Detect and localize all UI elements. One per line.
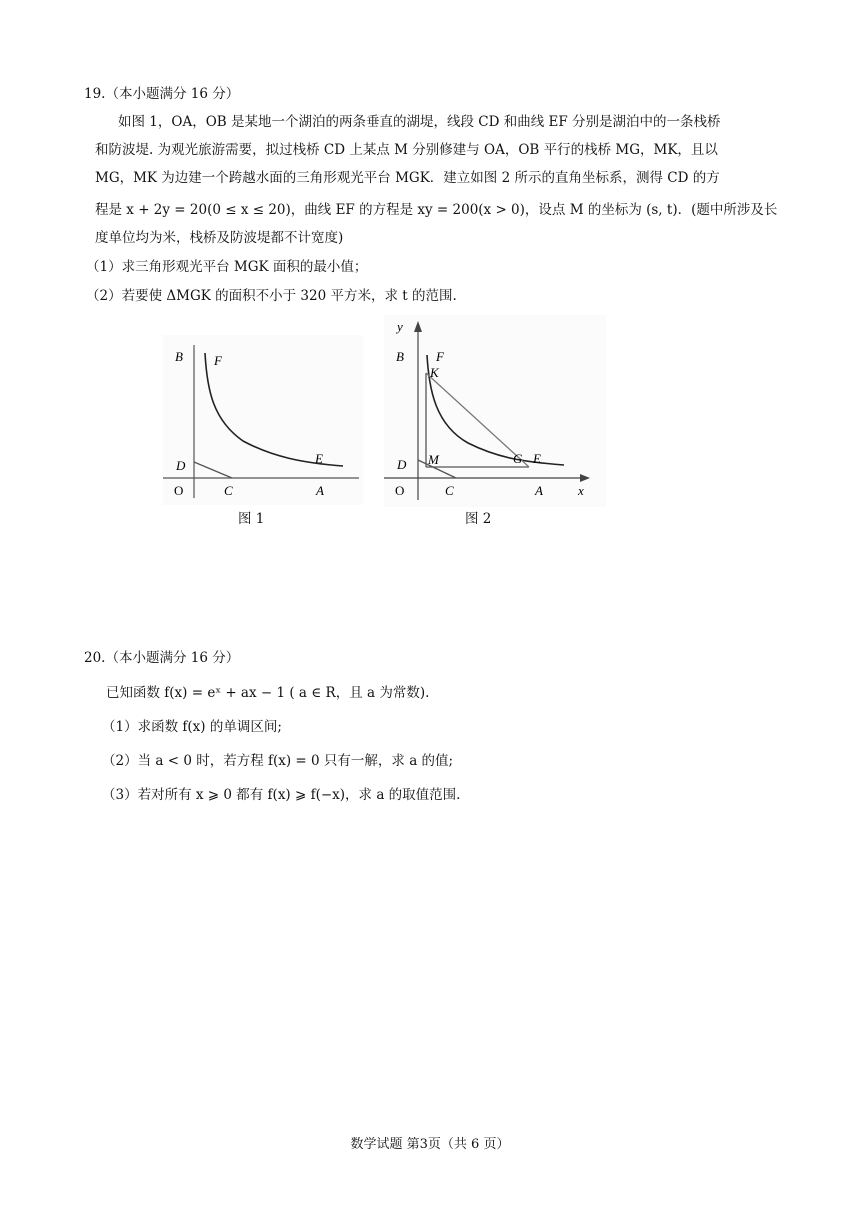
label-o: O <box>174 483 184 498</box>
x-axis-arrow <box>580 474 590 482</box>
segment-cd <box>194 462 232 478</box>
label-b: B <box>175 349 183 364</box>
label-e: E <box>533 451 541 466</box>
label-d: D <box>176 458 186 473</box>
q20-part-1: （1）求函数 f(x) 的单调区间; <box>102 719 282 735</box>
q19-part-2: （2）若要使 ΔMGK 的面积不小于 320 平方米，求 t 的范围. <box>86 288 457 304</box>
q19-para-line-4: 程是 x + 2y = 20(0 ≤ x ≤ 20)，曲线 EF 的方程是 xy = 200(x > 0)，设点 M 的坐标为 (s, t)．(题中所涉及长 <box>95 202 778 218</box>
q19-para-line-5: 度单位均为米，栈桥及防波堤都不计宽度) <box>95 230 344 246</box>
label-f: F <box>436 349 444 364</box>
page-footer: 数学试题 第3页（共 6 页） <box>350 1137 510 1152</box>
label-f: F <box>214 353 222 368</box>
q20-header: 20.（本小题满分 16 分） <box>84 650 240 666</box>
label-c: C <box>224 483 233 498</box>
label-k: K <box>430 365 439 380</box>
q20-part-2: （2）当 a < 0 时，若方程 f(x) = 0 只有一解，求 a 的值; <box>102 753 454 769</box>
label-o: O <box>395 483 405 498</box>
q19-header: 19.（本小题满分 16 分） <box>84 86 240 102</box>
label-m: M <box>428 452 439 467</box>
label-a: A <box>535 483 543 498</box>
q20-intro: 已知函数 f(x) = eˣ + ax − 1 ( a ∈ R，且 a 为常数). <box>106 685 430 701</box>
label-b: B <box>396 349 404 364</box>
curve-ef <box>205 353 343 466</box>
q19-part-1: （1）求三角形观光平台 MGK 面积的最小值； <box>86 259 368 275</box>
q20-part-3: （3）若对所有 x ⩾ 0 都有 f(x) ⩾ f(−x)，求 a 的取值范围. <box>102 787 461 803</box>
figure-1-diagram <box>163 335 363 505</box>
label-g: G <box>513 451 523 466</box>
figure-2-caption: 图 2 <box>465 511 492 527</box>
label-c: C <box>445 483 454 498</box>
figure-1-caption: 图 1 <box>238 511 265 527</box>
q19-para-line-3: MG，MK 为边建一个跨越水面的三角形观光平台 MGK．建立如图 2 所示的直角坐标系，测得 CD 的方 <box>95 170 720 186</box>
label-x: x <box>578 483 584 498</box>
q19-para-line-1: 如图 1，OA，OB 是某地一个湖泊的两条垂直的湖堤，线段 CD 和曲线 EF 分别是湖泊中的一条栈桥 <box>118 114 721 130</box>
figure-2 <box>384 315 606 507</box>
label-e: E <box>315 451 323 466</box>
label-a: A <box>316 483 324 498</box>
label-y: y <box>397 319 403 334</box>
y-axis-arrow <box>414 321 422 332</box>
figure-2-diagram <box>384 315 606 507</box>
figure-1 <box>163 335 363 505</box>
q19-para-line-2: 和防波堤. 为观光旅游需要，拟过栈桥 CD 上某点 M 分别修建与 OA，OB 平行的栈桥 MG，MK，且以 <box>95 142 718 158</box>
curve-ef <box>427 355 564 465</box>
label-d: D <box>397 457 407 472</box>
